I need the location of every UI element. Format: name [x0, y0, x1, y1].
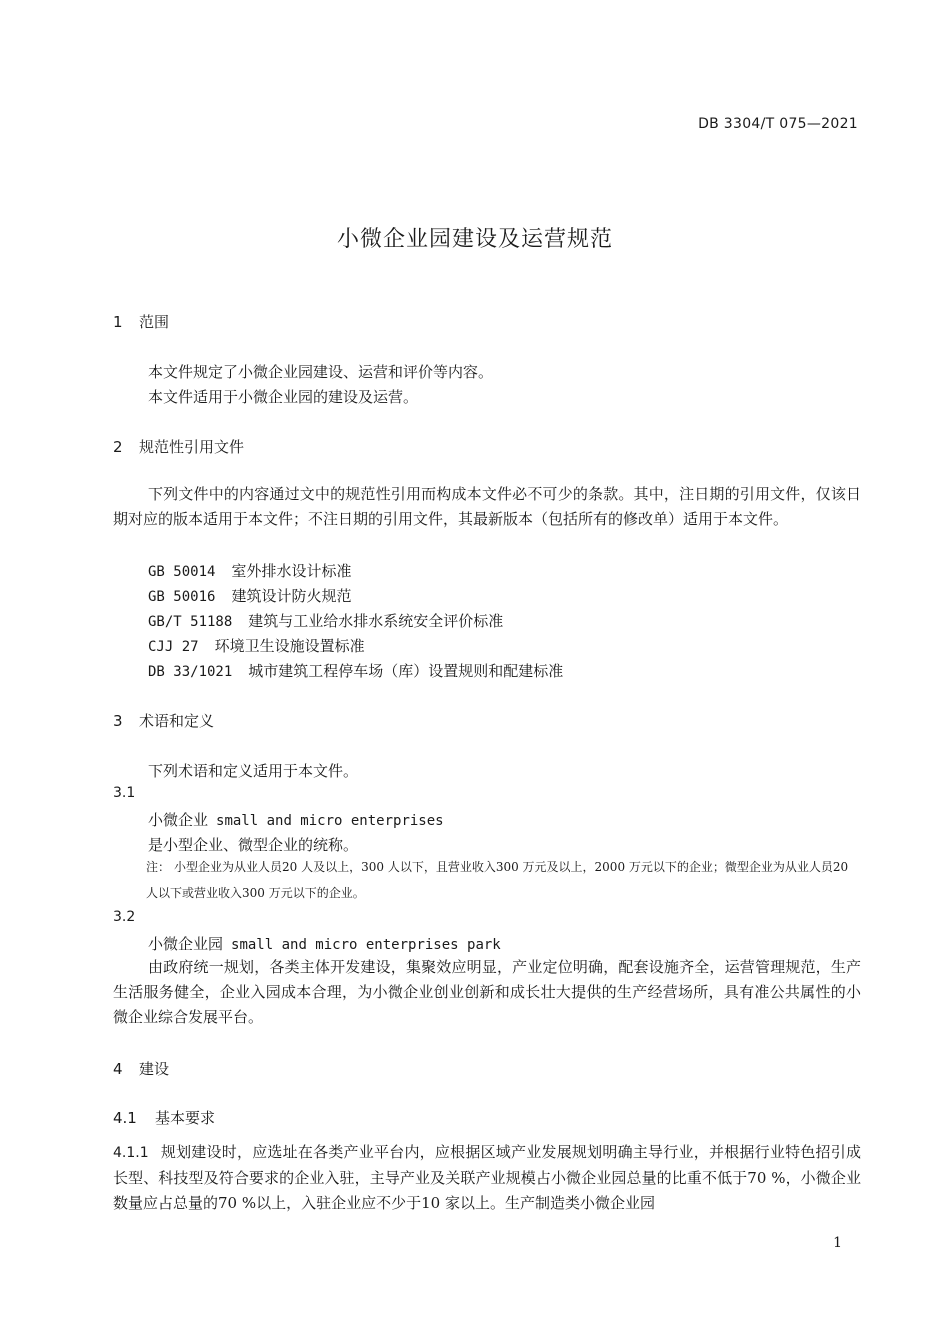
term-3-1-note: [146, 854, 862, 906]
reference-code: GB 50016: [148, 589, 216, 605]
reference-title: 建筑设计防火规范: [231, 587, 352, 605]
reference-code: GB/T 51188: [148, 614, 233, 630]
subsection-4-1-heading: [113, 1107, 215, 1128]
term-3-2-name: [148, 933, 501, 954]
term-3-2-number: 3.2: [113, 909, 136, 925]
term-3-1-definition: 是小型企业、微型企业的统称。: [148, 836, 359, 854]
section-3-intro: 下列术语和定义适用于本文件。: [148, 762, 359, 780]
term-3-1-number: 3.1: [113, 785, 136, 801]
note-label: 注：: [146, 860, 171, 874]
section-4-heading: [113, 1058, 169, 1079]
section-4-title: 建设: [139, 1060, 170, 1078]
subsection-4-1-title: 基本要求: [155, 1109, 216, 1127]
reference-item: [148, 560, 351, 581]
section-1-paragraph-1: 本文件规定了小微企业园建设、运营和评价等内容。: [148, 363, 494, 381]
section-2-intro: 下列文件中的内容通过文中的规范性引用而构成本文件必不可少的条款。其中，注日期的引用文件，仅该日期对应的版本适用于本文件；不注日期的引用文件，其最新版本（包括所有的修改单）适用于本文件。: [113, 485, 861, 528]
section-3-number: 3: [113, 712, 123, 730]
section-4-number: 4: [113, 1060, 123, 1078]
term-name-zh: 小微企业园: [148, 935, 224, 953]
reference-title: 环境卫生设施设置标准: [214, 637, 365, 655]
reference-code: DB 33/1021: [148, 664, 233, 680]
term-name-en: small and micro enterprises: [216, 813, 444, 829]
section-1-heading: [113, 311, 169, 332]
reference-item: [148, 635, 365, 656]
section-3-title: 术语和定义: [139, 712, 215, 730]
reference-title: 城市建筑工程停车场（库）设置规则和配建标准: [248, 662, 564, 680]
note-text: 小型企业为从业人员20 人及以上，300 人以下，且营业收入300 万元及以上，2000 万元以下的企业；微型企业为从业人员20 人以下或营业收入300 万元以下的企业。: [146, 860, 849, 900]
term-3-1-name: [148, 809, 444, 830]
term-name-en: small and micro enterprises park: [231, 937, 501, 953]
section-2-number: 2: [113, 438, 123, 456]
subsection-4-1-number: 4.1: [113, 1109, 137, 1127]
reference-item: [148, 660, 563, 681]
section-2-heading: [113, 436, 244, 457]
section-2-title: 规范性引用文件: [139, 438, 245, 456]
clause-4-1-1-number: 4.1.1: [113, 1145, 149, 1161]
term-3-2-definition: 由政府统一规划，各类主体开发建设，集聚效应明显，产业定位明确，配套设施齐全，运营管理规范，生产生活服务健全，企业入园成本合理，为小微企业创业创新和成长壮大提供的生产经营场所，具有准公共属性的小微企业综合发展平台。: [113, 958, 861, 1026]
reference-title: 室外排水设计标准: [231, 562, 352, 580]
section-1-number: 1: [113, 313, 123, 331]
section-3-heading: [113, 710, 214, 731]
reference-title: 建筑与工业给水排水系统安全评价标准: [248, 612, 504, 630]
page-number: 1: [833, 1235, 842, 1251]
reference-item: [148, 610, 503, 631]
reference-code: GB 50014: [148, 564, 216, 580]
reference-code: CJJ 27: [148, 639, 199, 655]
section-1-title: 范围: [139, 313, 170, 331]
clause-4-1-1: [113, 1140, 861, 1216]
term-name-zh: 小微企业: [148, 811, 209, 829]
reference-item: [148, 585, 351, 606]
document-title: 小微企业园建设及运营规范: [336, 227, 613, 252]
standard-code: DB 3304/T 075—2021: [698, 116, 858, 132]
clause-4-1-1-text: 规划建设时，应选址在各类产业平台内，应根据区域产业发展规划明确主导行业，并根据行业特色招引成长型、科技型及符合要求的企业入驻，主导产业及关联产业规模占小微企业园总量的比重不低于70 %，小微企业数量应占总量的70 %以上，入驻企业应不少于10 家以上。生产制造类小微企业园: [113, 1143, 861, 1212]
section-1-paragraph-2: 本文件适用于小微企业园的建设及运营。: [148, 388, 419, 406]
